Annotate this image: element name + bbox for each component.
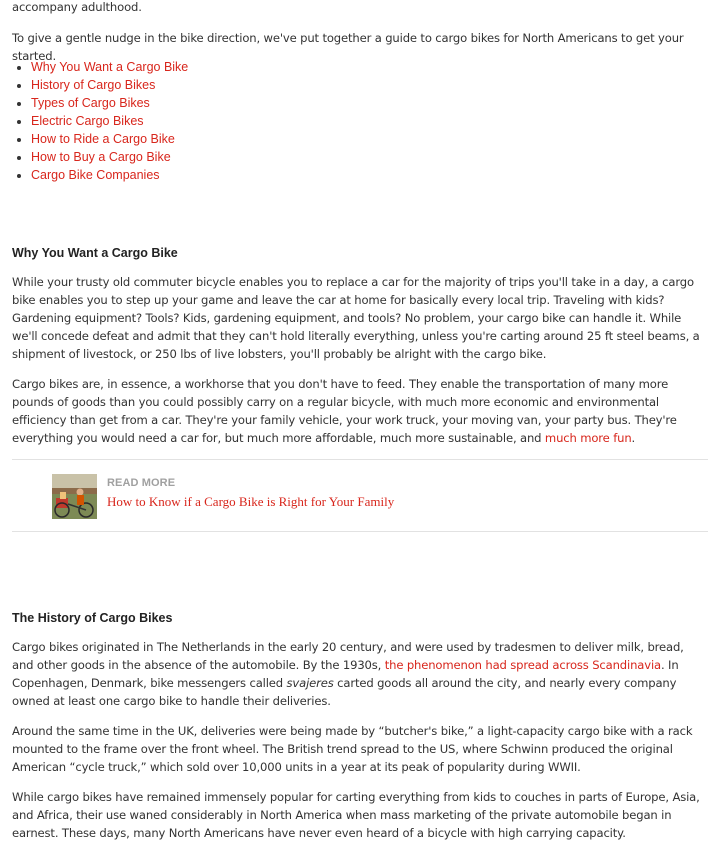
scandinavia-link[interactable]: the phenomenon had spread across Scandinavia <box>384 658 661 672</box>
history-paragraph-3: While cargo bikes have remained immensely popular for carting everything from kids to couches in parts of Europe, Asia, and Africa, their use waned considerably in North America when mass marketing of the private automobile began in earnest. These days, many North Americans have never even heard of a bicycle with high carrying capacity. <box>12 790 700 840</box>
toc-item <box>31 112 188 130</box>
cargo-bike-photo-icon <box>52 474 97 519</box>
toc-link-why[interactable]: Why You Want a Cargo Bike <box>31 60 189 74</box>
toc-link-ride[interactable]: How to Ride a Cargo Bike <box>31 132 175 146</box>
read-more-title-link[interactable]: How to Know if a Cargo Bike is Right for Your Family <box>107 494 395 509</box>
toc-link-companies[interactable]: Cargo Bike Companies <box>31 168 160 182</box>
toc-item <box>31 130 188 148</box>
history-paragraph-2: Around the same time in the UK, deliveries were being made by “butcher's bike,” a light-capacity cargo bike with a rack mounted to the frame over the front wheel. The British trend spread to the US, where Schwinn produced the original American “cycle truck,” which sold over 10,000 units in a year at its peak of popularity during WWII. <box>12 724 693 774</box>
read-more-thumbnail[interactable] <box>52 474 97 519</box>
history-paragraph-1-c: carted goods all around the city, and nearly every company owned at least one cargo bike to handle their deliveries. <box>12 676 677 708</box>
toc-item <box>31 76 188 94</box>
toc-item <box>31 94 188 112</box>
why-paragraph-2 <box>12 375 708 447</box>
toc-link-types[interactable]: Types of Cargo Bikes <box>31 96 150 110</box>
history-paragraph-1 <box>12 638 708 710</box>
intro-paragraph-tail: accompany adulthood. <box>12 0 142 14</box>
table-of-contents <box>12 58 188 184</box>
history-paragraph-1-a: Cargo bikes originated in The Netherlands in the early 20 century, and were used by tradesmen to deliver milk, bread, and other goods in the absence of the automobile. By the 1930s, <box>12 640 684 672</box>
why-paragraph-2-end: . <box>631 431 636 445</box>
much-more-fun-link[interactable]: much more fun <box>544 431 632 445</box>
toc-item <box>31 166 188 184</box>
why-paragraph-1: While your trusty old commuter bicycle enables you to replace a car for the majority of trips you'll take in a day, a cargo bike enables you to step up your game and leave the car at home for basically every local trip. Traveling with kids? Gardening equipment? Tools? Kids, gardening equipment, and tools? No problem, your cargo bike can handle it. While we'll concede defeat and admit that they can't hold literally everything, unless you're carting around 25 ft steel beams, a shipment of livestock, or 250 lbs of live lobsters, you'll probably be alright with the cargo bike. <box>12 275 700 361</box>
history-paragraph-1-b: . In Copenhagen, Denmark, bike messengers called <box>12 658 679 690</box>
section-heading-why: Why You Want a Cargo Bike <box>12 246 178 260</box>
toc-link-history[interactable]: History of Cargo Bikes <box>31 78 156 92</box>
read-more-label: READ MORE <box>107 477 176 489</box>
section-heading-history: The History of Cargo Bikes <box>12 611 173 625</box>
why-paragraph-2-text: Cargo bikes are, in essence, a workhorse that you don't have to feed. They enable the transportation of many more pounds of goods than you could possibly carry on a regular bicycle, with much more economic and environmental efficiency than get from a car. They're your family vehicle, your work truck, your moving van, your party bus. They're everything you would need a car for, but much more affordable, much more sustainable, and <box>12 377 677 445</box>
toc-link-electric[interactable]: Electric Cargo Bikes <box>31 114 144 128</box>
guide-intro-paragraph: To give a gentle nudge in the bike direction, we've put together a guide to cargo bikes for North Americans to get your started. <box>12 31 684 63</box>
toc-item <box>31 148 188 166</box>
toc-item <box>31 58 188 76</box>
read-more-box <box>12 459 708 532</box>
toc-link-buy[interactable]: How to Buy a Cargo Bike <box>31 150 171 164</box>
svajeres-term: svajeres <box>286 676 334 690</box>
